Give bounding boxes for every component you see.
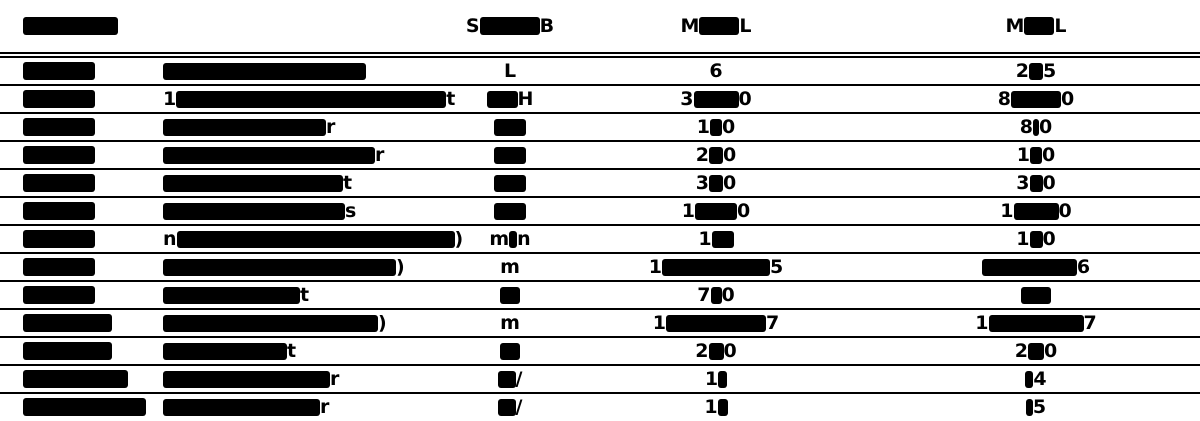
visible-text: 0 (723, 143, 737, 166)
redaction-bar (718, 399, 728, 416)
cell-parameter (23, 170, 158, 196)
redaction-bar (23, 342, 112, 360)
cell-model-1 (616, 254, 816, 280)
cell-symbol (420, 366, 600, 392)
visible-text: L (1054, 14, 1067, 37)
visible-text: 1 (704, 395, 718, 418)
cell-model-1 (616, 86, 816, 112)
visible-text: r (330, 367, 340, 390)
visible-text: 0 (737, 199, 751, 222)
visible-text: ) (454, 227, 464, 250)
cell-parameter (23, 114, 158, 140)
visible-text: 7 (697, 283, 711, 306)
visible-text: n (517, 227, 531, 250)
visible-text: 0 (1042, 143, 1056, 166)
redaction-bar (1028, 343, 1044, 360)
visible-text: 1 (1016, 143, 1030, 166)
redaction-bar (1026, 399, 1033, 416)
redaction-bar (480, 17, 540, 35)
cell-model-1 (616, 142, 816, 168)
redaction-bar (694, 91, 739, 108)
cell-model-1 (616, 226, 816, 252)
visible-text: 1 (975, 311, 989, 334)
visible-text: 1 (681, 199, 695, 222)
visible-text: 0 (1042, 227, 1056, 250)
redaction-bar (23, 174, 95, 192)
cell-model-2 (936, 114, 1136, 140)
visible-text: 2 (695, 339, 709, 362)
table-row (0, 170, 1200, 198)
cell-model-2 (936, 198, 1136, 224)
redaction-bar (500, 343, 520, 360)
redaction-bar (23, 398, 146, 416)
cell-model-2 (936, 58, 1136, 84)
table-row (0, 394, 1200, 420)
visible-text: 0 (721, 283, 735, 306)
visible-text: 5 (1043, 59, 1057, 82)
visible-text: 0 (1044, 339, 1058, 362)
visible-text: L (503, 59, 517, 82)
redaction-bar (176, 91, 446, 108)
redaction-bar (711, 287, 722, 304)
redaction-bar (710, 119, 722, 136)
redaction-bar (494, 119, 526, 136)
header-model-2 (936, 0, 1136, 52)
cell-model-1 (616, 310, 816, 336)
visible-text: M (1005, 14, 1025, 37)
visible-text: t (446, 87, 456, 110)
table-body (0, 58, 1200, 420)
redaction-bar (1029, 63, 1043, 80)
visible-text: 6 (709, 59, 723, 82)
cell-parameter (23, 58, 158, 84)
visible-text: 2 (695, 143, 709, 166)
redaction-bar (695, 203, 737, 220)
visible-text: ) (378, 311, 387, 334)
visible-text: m (500, 311, 520, 334)
table-row (0, 86, 1200, 114)
cell-model-2 (936, 254, 1136, 280)
redaction-bar (23, 370, 128, 388)
redaction-bar (1011, 91, 1061, 108)
cell-symbol (420, 226, 600, 252)
visible-text: n (163, 227, 177, 250)
visible-text: S (465, 14, 480, 37)
cell-symbol (420, 394, 600, 420)
table-row (0, 114, 1200, 142)
visible-text: s (345, 199, 357, 222)
cell-parameter (23, 310, 158, 336)
visible-text: 7 (766, 311, 780, 334)
table-row (0, 254, 1200, 282)
redaction-bar (177, 231, 455, 248)
cell-model-2 (936, 170, 1136, 196)
visible-text: 0 (722, 115, 736, 138)
visible-text: r (320, 395, 330, 418)
table-row (0, 310, 1200, 338)
redaction-bar (1030, 175, 1043, 192)
cell-parameter (23, 142, 158, 168)
visible-text: / (515, 367, 523, 390)
cell-model-2 (936, 86, 1136, 112)
visible-text: t (287, 339, 297, 362)
table-row (0, 142, 1200, 170)
visible-text: ) (396, 255, 405, 278)
visible-text: 0 (1042, 171, 1056, 194)
cell-model-2 (936, 338, 1136, 364)
cell-model-2 (936, 366, 1136, 392)
cell-symbol (420, 338, 600, 364)
visible-text: r (375, 143, 385, 166)
redaction-bar (709, 147, 723, 164)
redaction-bar (163, 175, 343, 192)
redaction-bar (494, 175, 526, 192)
table-row (0, 58, 1200, 86)
visible-text: 0 (1061, 87, 1075, 110)
cell-symbol (420, 254, 600, 280)
visible-text: 2 (1015, 59, 1029, 82)
visible-text: 6 (1076, 255, 1091, 278)
redaction-bar (718, 371, 727, 388)
cell-model-2 (936, 226, 1136, 252)
header-symbol (420, 0, 600, 52)
visible-text: 8 (997, 87, 1011, 110)
visible-text: 1 (696, 115, 710, 138)
visible-text: 0 (1039, 115, 1053, 138)
table-row (0, 366, 1200, 394)
cell-parameter (23, 198, 158, 224)
redaction-bar (163, 287, 300, 304)
visible-text: 1 (652, 311, 666, 334)
visible-text: 1 (1016, 227, 1030, 250)
redaction-bar (712, 231, 734, 248)
visible-text: m (500, 255, 520, 278)
redaction-bar (163, 63, 366, 80)
cell-symbol (420, 282, 600, 308)
redaction-bar (163, 147, 375, 164)
visible-text: 1 (648, 255, 662, 278)
visible-text: 0 (738, 87, 752, 110)
redaction-bar (23, 314, 112, 332)
visible-text: m (489, 227, 510, 250)
visible-text: r (326, 115, 336, 138)
visible-text: t (300, 283, 310, 306)
visible-text: t (343, 171, 353, 194)
cell-model-1 (616, 58, 816, 84)
cell-symbol (420, 142, 600, 168)
redaction-bar (23, 118, 95, 136)
cell-symbol (420, 170, 600, 196)
table-header-row (0, 0, 1200, 52)
cell-model-1 (616, 366, 816, 392)
cell-symbol (420, 86, 600, 112)
visible-text: 0 (1058, 199, 1072, 222)
visible-text: 1 (704, 367, 719, 390)
cell-parameter (23, 226, 158, 252)
redaction-bar (699, 17, 739, 35)
cell-model-1 (616, 282, 816, 308)
cell-model-1 (616, 170, 816, 196)
visible-text: 4 (1033, 367, 1047, 390)
redaction-bar (498, 399, 516, 416)
redaction-bar (23, 286, 95, 304)
cell-parameter (23, 338, 158, 364)
redaction-bar (23, 62, 95, 80)
visible-text: 5 (770, 255, 784, 278)
visible-text: 1 (1000, 199, 1014, 222)
redaction-bar (1024, 17, 1054, 35)
visible-text: 0 (723, 171, 737, 194)
visible-text: 1 (698, 227, 712, 250)
redaction-bar (23, 146, 95, 164)
cell-model-2 (936, 142, 1136, 168)
cell-model-2 (936, 282, 1136, 308)
visible-text: B (539, 14, 555, 37)
redaction-bar (163, 259, 396, 276)
visible-text: L (739, 14, 752, 37)
redaction-bar (498, 371, 516, 388)
redaction-bar (163, 399, 320, 416)
redaction-bar (23, 90, 95, 108)
redaction-bar (982, 259, 1077, 276)
cell-symbol (420, 114, 600, 140)
visible-text: 0 (723, 339, 737, 362)
visible-text: 2 (1014, 339, 1028, 362)
redaction-bar (1030, 231, 1043, 248)
redaction-bar (23, 258, 95, 276)
redaction-bar (23, 202, 95, 220)
cell-parameter (23, 366, 158, 392)
redaction-bar (709, 343, 724, 360)
cell-parameter (23, 86, 158, 112)
cell-model-1 (616, 114, 816, 140)
visible-text: / (515, 395, 523, 418)
redaction-bar (487, 91, 518, 108)
cell-model-1 (616, 338, 816, 364)
table-row (0, 198, 1200, 226)
redaction-bar (1030, 147, 1042, 164)
visible-text: 1 (163, 87, 177, 110)
cell-parameter (23, 282, 158, 308)
redaction-bar (163, 119, 326, 136)
cell-model-2 (936, 310, 1136, 336)
redaction-bar (163, 203, 345, 220)
visible-text: 7 (1083, 311, 1097, 334)
cell-model-1 (616, 198, 816, 224)
redaction-bar (1025, 371, 1033, 388)
visible-text: 3 (680, 87, 694, 110)
cell-model-1 (616, 394, 816, 420)
redaction-bar (23, 230, 95, 248)
redaction-bar (1014, 203, 1059, 220)
table-row (0, 282, 1200, 310)
table-row (0, 226, 1200, 254)
cell-symbol (420, 58, 600, 84)
visible-text: 3 (695, 171, 709, 194)
redaction-bar (1021, 287, 1051, 304)
header-model-1 (616, 0, 816, 52)
redaction-bar (163, 315, 378, 332)
redaction-bar (666, 315, 766, 332)
visible-text: 5 (1032, 395, 1047, 418)
redaction-bar (494, 203, 526, 220)
redaction-bar (23, 17, 118, 35)
redaction-bar (709, 175, 723, 192)
cell-parameter (23, 254, 158, 280)
table-row (0, 338, 1200, 366)
redaction-bar (989, 315, 1084, 332)
redaction-bar (500, 287, 520, 304)
header-parameter (23, 0, 158, 52)
redaction-bar (509, 231, 517, 248)
redaction-bar (494, 147, 526, 164)
cell-parameter (23, 394, 158, 420)
redaction-bar (163, 343, 287, 360)
cell-model-2 (936, 394, 1136, 420)
visible-text: H (517, 87, 534, 110)
cell-symbol (420, 198, 600, 224)
redaction-bar (163, 371, 330, 388)
visible-text: 8 (1019, 115, 1033, 138)
redaction-bar (662, 259, 770, 276)
cell-symbol (420, 310, 600, 336)
visible-text: M (680, 14, 700, 37)
visible-text: 3 (1016, 171, 1030, 194)
